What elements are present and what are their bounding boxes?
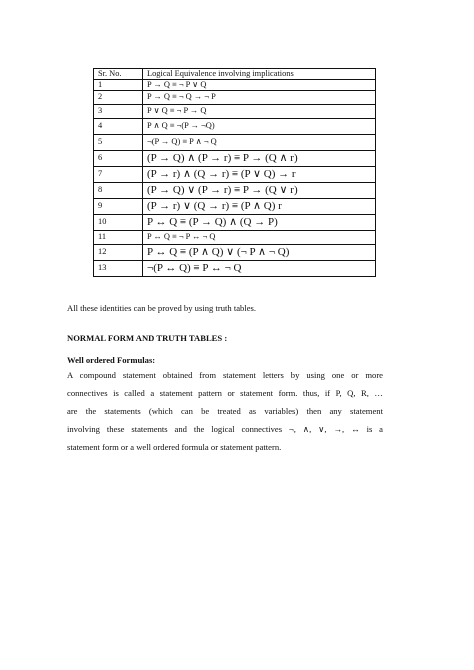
paragraph-line: statement form or a well ordered formula or statement pattern. <box>67 442 282 452</box>
table-row <box>94 261 376 277</box>
table-row <box>94 183 376 199</box>
table-header-row <box>94 69 376 80</box>
section-heading: NORMAL FORM AND TRUTH TABLES : <box>67 333 228 343</box>
table-row <box>94 245 376 261</box>
row-expression: P ↔ Q ≡ ¬ P ↔ ¬ Q <box>143 231 376 245</box>
row-expression: P ∧ Q ≡ ¬(P → ¬Q) <box>143 119 376 135</box>
row-expression: (P → r) ∨ (Q → r) ≡ (P ∧ Q) r <box>143 199 376 215</box>
row-expression: P → Q ≡ ¬ Q → ¬ P <box>143 91 376 105</box>
row-number: 7 <box>94 167 143 183</box>
row-expression: P ↔ Q ≡ (P → Q) ∧ (Q → P) <box>143 215 376 231</box>
row-expression: (P → Q) ∨ (P → r) ≡ P → (Q ∨ r) <box>143 183 376 199</box>
row-number: 4 <box>94 119 143 135</box>
row-expression: (P → r) ∧ (Q → r) ≡ (P ∨ Q) → r <box>143 167 376 183</box>
header-sr-no: Sr. No. <box>94 69 143 80</box>
table-row <box>94 91 376 105</box>
row-expression: ¬(P ↔ Q) ≡ P ↔ ¬ Q <box>143 261 376 277</box>
row-number: 1 <box>94 80 143 91</box>
identities-note: All these identities can be proved by using truth tables. <box>67 303 257 313</box>
table-row <box>94 119 376 135</box>
paragraph-line: A compound statement obtained from statement letters by using one or more <box>67 370 383 380</box>
row-expression: (P → Q) ∧ (P → r) ≡ P → (Q ∧ r) <box>143 151 376 167</box>
paragraph-line: connectives is called a statement pattern or statement form. thus, if P, Q, R, … <box>67 388 383 398</box>
table-row <box>94 215 376 231</box>
table-row <box>94 105 376 119</box>
row-number: 6 <box>94 151 143 167</box>
header-equivalence: Logical Equivalence involving implications <box>143 69 376 80</box>
table-row <box>94 80 376 91</box>
row-number: 3 <box>94 105 143 119</box>
row-expression: P → Q ≡ ¬ P ∨ Q <box>143 80 376 91</box>
paragraph-line: are the statements (which can be treated as variables) then any statement <box>67 406 383 416</box>
table-row <box>94 167 376 183</box>
row-number: 12 <box>94 245 143 261</box>
table-row <box>94 151 376 167</box>
row-number: 13 <box>94 261 143 277</box>
row-number: 2 <box>94 91 143 105</box>
row-expression: ¬(P → Q) ≡ P ∧ ¬ Q <box>143 135 376 151</box>
table-row <box>94 231 376 245</box>
row-number: 8 <box>94 183 143 199</box>
row-expression: P ∨ Q ≡ ¬ P → Q <box>143 105 376 119</box>
row-number: 9 <box>94 199 143 215</box>
paragraph-line: involving these statements and the logical connectives ¬, ∧, ∨, →, ↔ is a <box>67 424 383 434</box>
table-row <box>94 135 376 151</box>
subsection-heading: Well ordered Formulas: <box>67 355 156 365</box>
row-number: 5 <box>94 135 143 151</box>
row-expression: P ↔ Q ≡ (P ∧ Q) ∨ (¬ P ∧ ¬ Q) <box>143 245 376 261</box>
table-row <box>94 199 376 215</box>
body-paragraph <box>67 366 383 456</box>
row-number: 11 <box>94 231 143 245</box>
row-number: 10 <box>94 215 143 231</box>
equivalence-table <box>93 68 376 277</box>
